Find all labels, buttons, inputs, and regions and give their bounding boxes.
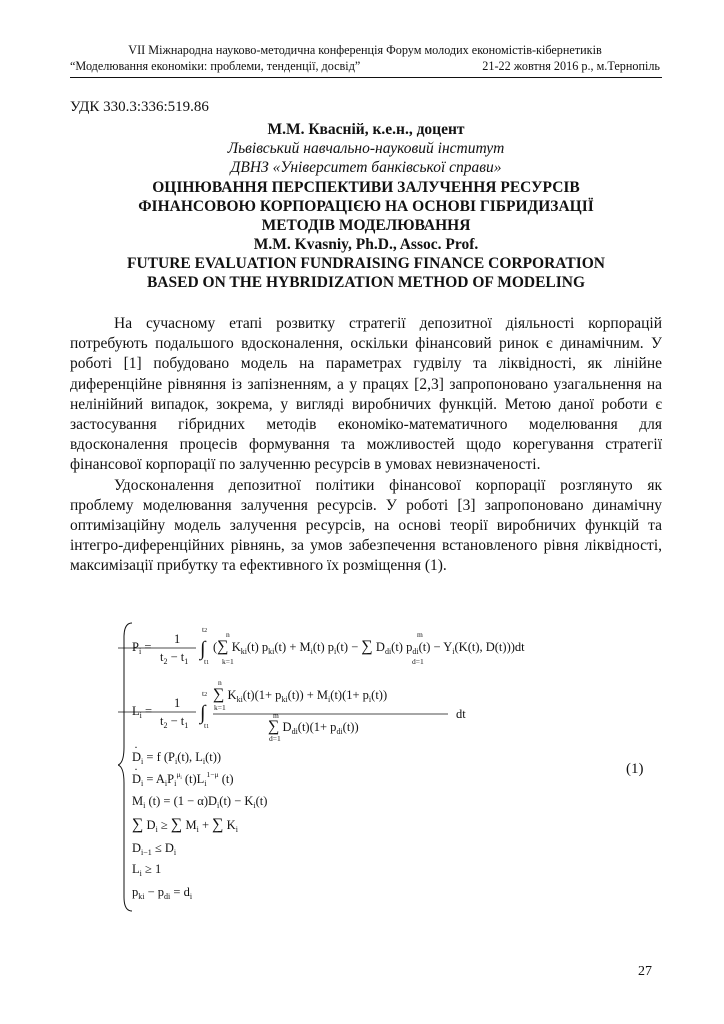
eq-m-def: $M_i$ $(t) = (1 - \alpha)D_i(t) - K_i(t)$ xyxy=(132,794,268,810)
eq-p-int-upper: t2 xyxy=(202,625,208,634)
title-en xyxy=(70,254,662,292)
eq-l-dt: dt xyxy=(456,707,466,721)
eq-p-sum1-lower: k=1 xyxy=(222,657,234,666)
eq-p-integral: ∫ xyxy=(200,638,206,660)
eq-ddot-cobb-douglas-dot: · xyxy=(134,762,138,776)
header-line1: VII Міжнародна науково-методична конференція Форум молодих економістів-кібернетиків xyxy=(128,43,602,57)
title-en-line: BASED ON THE HYBRIDIZATION METHOD OF MODELING xyxy=(146,274,586,291)
author-en: M.M. Kvasniy, Ph.D., Assoc. Prof. xyxy=(253,236,479,253)
eq-l-numerator: ∑ $K_{ki}(t)(1+ p_{ki}(t)) + M_i(t)(1+ p_i(t))$ xyxy=(213,686,388,704)
title-ua xyxy=(70,178,662,235)
eq-l-num-sum-lower: k=1 xyxy=(214,703,226,712)
title-ua-line: МЕТОДІВ МОДЕЛЮВАННЯ xyxy=(261,217,471,234)
eq-l-liquidity: $L_i \ge 1$ xyxy=(132,862,162,878)
eq-p-integrand: (∑ $K_{ki}(t) p_{ki}(t) + M_i(t) p_i(t)$ − ∑ $D_{di}(t) p_{di}(t) - Y_i(K(t)$, D(t)))dt xyxy=(213,638,525,656)
eq-l-integral: ∫ xyxy=(200,702,206,724)
author-ua: М.М. Квасній, к.е.н., доцент xyxy=(267,121,465,138)
eq-l-denominator: ∑ $D_{di}(t)(1+ p_{di}(t))$ xyxy=(268,718,359,736)
header-line2 xyxy=(70,58,660,74)
eq-l-den-sum-upper: m xyxy=(273,711,279,720)
udk-code: УДК 330.3:336:519.86 xyxy=(70,99,209,115)
eq-p-lhs: $P_i$ = xyxy=(132,640,152,656)
eq-p-sum2-lower: d=1 xyxy=(412,657,424,666)
eq-l-lhs: $L_i$ = xyxy=(132,704,153,720)
header-rule xyxy=(70,77,662,78)
eq-l-den-sum-lower: d=1 xyxy=(269,734,281,743)
eq-p-int-lower: t1 xyxy=(204,657,210,666)
running-header xyxy=(70,42,660,74)
eq-spread: $p_{ki} - p_{di} = d_i$ xyxy=(132,885,193,901)
eq-l-frac-den: $t_2 - t_1$ xyxy=(160,714,189,730)
eq-l-int-lower: t1 xyxy=(204,721,210,730)
affiliation-2: ДВНЗ «Університет банківської справи» xyxy=(230,159,502,176)
page-number: 27 xyxy=(638,964,652,979)
eq-ddot-f-dot: · xyxy=(134,740,138,754)
paragraph: Удосконалення депозитної політики фінансової корпорації розглянуто як проблему моделювання залучення ресурсів. У роботі [3] запропоновано динамічну оптимізаційну модель залучення ресурсів, на основі теорії виробничих функцій та інтегро-диференційних рівнянь, за умов забезпечення встановленого рівня ліквідності, максимізації прибутку та ефективного їх розміщення (1). xyxy=(70,476,662,575)
eq-p-sum1-upper: n xyxy=(226,630,230,639)
title-en-line: FUTURE EVALUATION FUNDRAISING FINANCE CORPORATION xyxy=(127,255,605,272)
header-conference-title: “Моделювання економіки: проблеми, тенденції, досвід” xyxy=(70,59,361,73)
formula-system xyxy=(118,617,658,917)
title-ua-line: ОЦІНЮВАННЯ ПЕРСПЕКТИВИ ЗАЛУЧЕННЯ РЕСУРСІВ xyxy=(152,179,580,196)
eq-p-frac-num: 1 xyxy=(174,632,181,646)
eq-l-frac-num: 1 xyxy=(174,696,181,710)
header-date-place: 21-22 жовтня 2016 р., м.Тернопіль xyxy=(482,59,660,73)
equation-number: (1) xyxy=(626,761,644,777)
eq-l-num-sum-upper: n xyxy=(218,678,222,687)
eq-d-monotone: $D_{i-1} \le D_i$ xyxy=(132,841,177,857)
eq-sum-constraint: ∑ $D_i$ ≥ ∑ $M_i$ + ∑ $K_i$ xyxy=(132,816,238,834)
affiliation-1: Львівський навчально-науковий інститут xyxy=(227,140,505,157)
eq-ddot-f: $D_i = f$ ($P_i(t)$, $L_i(t)$) xyxy=(132,750,222,766)
left-brace xyxy=(118,623,132,911)
eq-p-frac-den: $t_2 - t_1$ xyxy=(160,650,189,666)
body-text xyxy=(70,314,662,577)
eq-ddot-cobb-douglas: $D_i = A_iP_i^\mu i$ $(t)L_i^{1-\mu}$ (t) xyxy=(132,770,234,788)
paragraph: На сучасному етапі розвитку стратегії депозитної діяльності корпорацій потребують подальшого вдосконалення, оскільки фінансовий ринок є динамічним. У роботі [1] побудовано модель на параметрах гудвілу та ліквідності, як лінійне диференційне рівняння із запізненням, а у працях [2,3] запропоновано узагальнення на нелінійний випадок, зокрема, у вигляді виробничих функцій. Метою даної роботи є застосування гібридних методів економіко-математичного моделювання для вдосконалення процесів формування та можливостей щодо корегування стратегії фінансової корпорації по залученню ресурсів в умовах невизначеності. xyxy=(70,315,662,474)
eq-p-sum2-upper: m xyxy=(417,630,423,639)
title-ua-line: ФІНАНСОВОЮ КОРПОРАЦІЄЮ НА ОСНОВІ ГІБРИДИЗАЦІЇ xyxy=(138,198,594,215)
eq-l-int-upper: t2 xyxy=(202,689,208,698)
